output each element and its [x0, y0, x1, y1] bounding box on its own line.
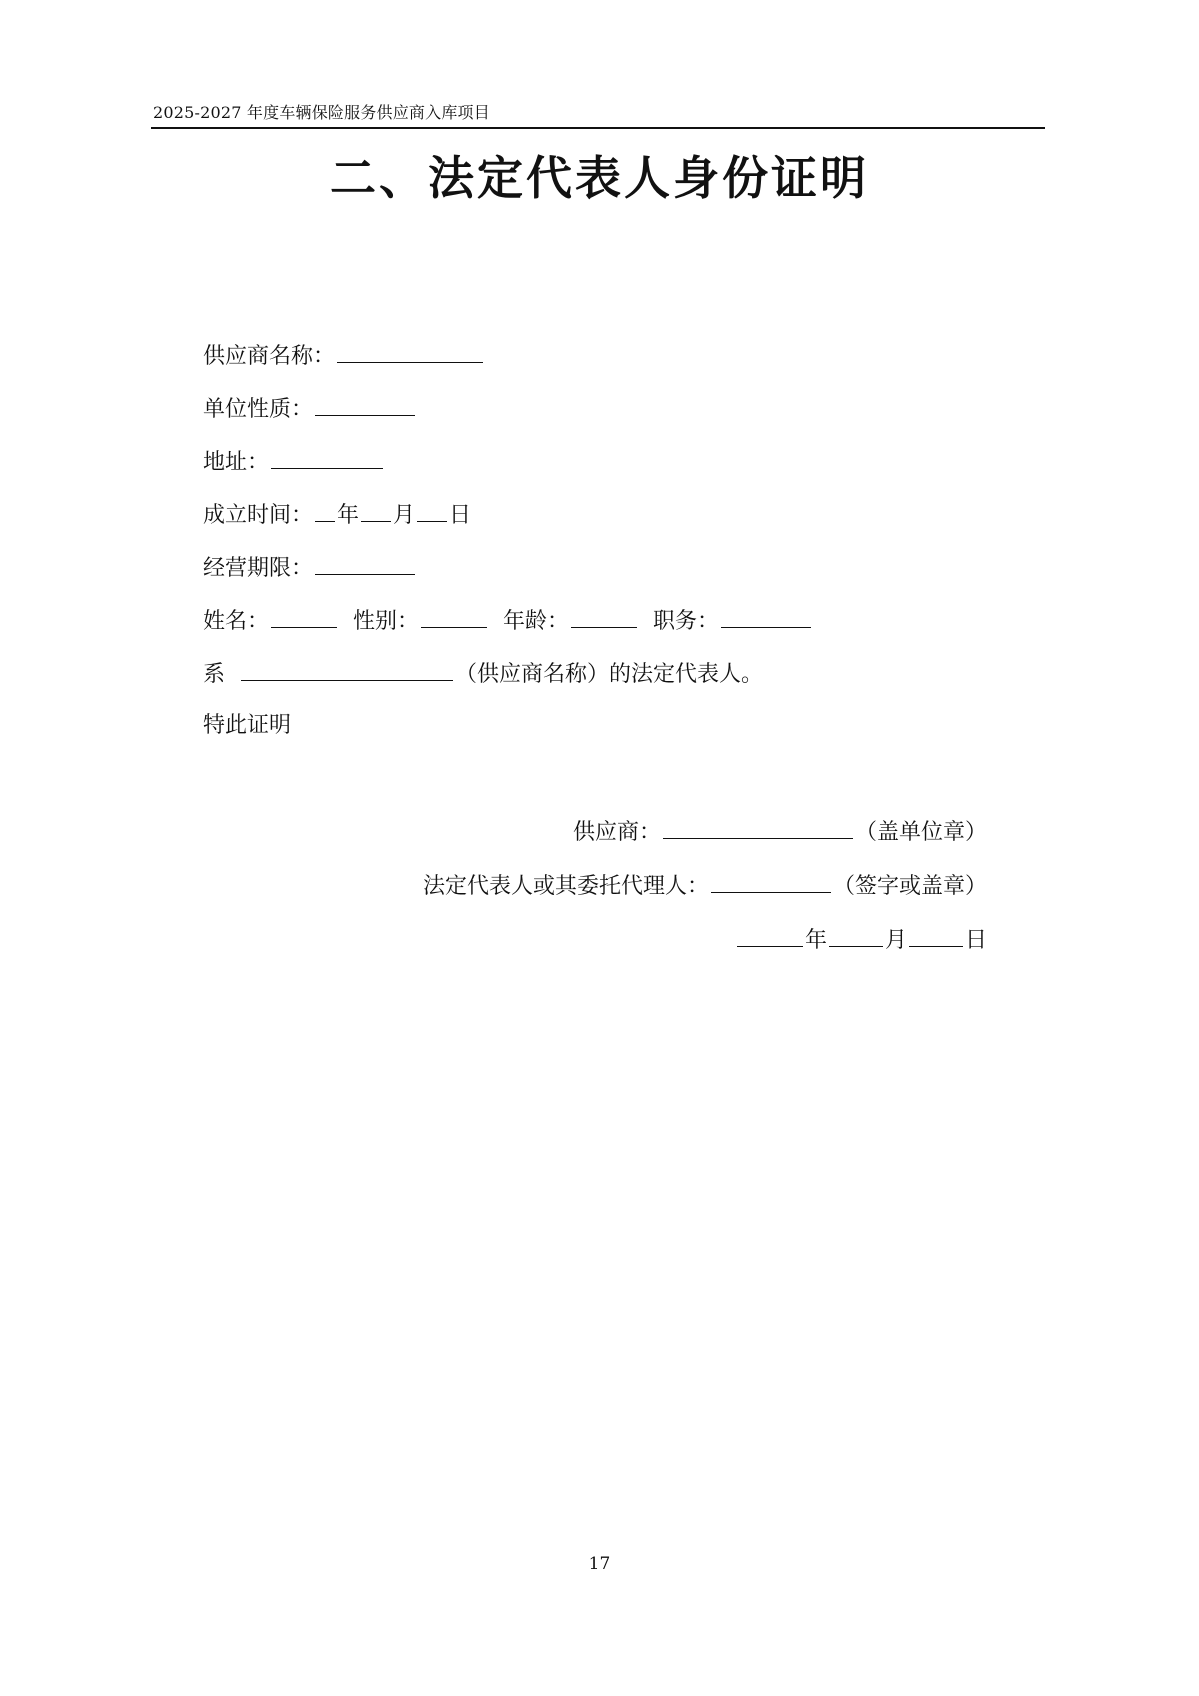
age-label: 年龄： [503, 609, 570, 634]
established-year-unit: 年 [337, 503, 360, 528]
statement-suffix: （供应商名称）的法定代表人。 [455, 662, 764, 687]
representative-row [423, 870, 987, 900]
sign-month-unit: 月 [884, 928, 907, 953]
sign-year-field[interactable] [737, 924, 803, 947]
person-info-row [203, 605, 813, 635]
sign-day-unit: 日 [964, 928, 987, 953]
unit-nature-label: 单位性质： [203, 397, 314, 422]
established-label: 成立时间： [203, 503, 314, 528]
page-title: 二、法定代表人身份证明 [330, 151, 869, 205]
established-day-unit: 日 [449, 503, 472, 528]
position-field[interactable] [721, 605, 811, 628]
address-field[interactable] [271, 446, 383, 469]
page-number: 17 [588, 1554, 611, 1574]
established-day-field[interactable] [417, 499, 447, 522]
unit-nature-row [203, 393, 417, 423]
gender-field[interactable] [421, 605, 487, 628]
sign-year-unit: 年 [804, 928, 827, 953]
business-term-row [203, 552, 417, 582]
representative-field[interactable] [711, 870, 831, 893]
supplier-seal-label: 供应商： [572, 820, 661, 845]
name-field[interactable] [271, 605, 337, 628]
established-row [203, 499, 471, 529]
supplier-seal-row [573, 816, 987, 846]
address-row [203, 446, 385, 476]
position-label: 职务： [653, 609, 720, 634]
gender-label: 性别： [353, 609, 420, 634]
supplier-name-label: 供应商名称： [203, 344, 336, 369]
sign-day-field[interactable] [909, 924, 963, 947]
sign-month-field[interactable] [829, 924, 883, 947]
established-month-unit: 月 [393, 503, 416, 528]
page-header: 2025-2027 年度车辆保险服务供应商入库项目 [153, 103, 490, 122]
header-rule [151, 127, 1045, 129]
supplier-seal-note: （盖单位章） [854, 820, 987, 845]
statement-row [203, 658, 763, 688]
address-label: 地址： [203, 450, 270, 475]
age-field[interactable] [571, 605, 637, 628]
established-year-field[interactable] [315, 499, 335, 522]
certify-row [203, 711, 291, 741]
unit-nature-field[interactable] [315, 393, 415, 416]
supplier-name-row [203, 340, 485, 370]
sign-date-row [735, 924, 987, 954]
representative-label: 法定代表人或其委托代理人： [422, 874, 709, 899]
established-month-field[interactable] [361, 499, 391, 522]
name-label: 姓名： [203, 609, 270, 634]
statement-prefix: 系 [203, 662, 226, 687]
business-term-field[interactable] [315, 552, 415, 575]
certify-text: 特此证明 [203, 713, 292, 738]
supplier-name-field[interactable] [337, 340, 483, 363]
statement-supplier-field[interactable] [241, 658, 453, 681]
business-term-label: 经营期限： [203, 556, 314, 581]
supplier-seal-field[interactable] [663, 816, 853, 839]
representative-note: （签字或盖章） [832, 874, 987, 899]
